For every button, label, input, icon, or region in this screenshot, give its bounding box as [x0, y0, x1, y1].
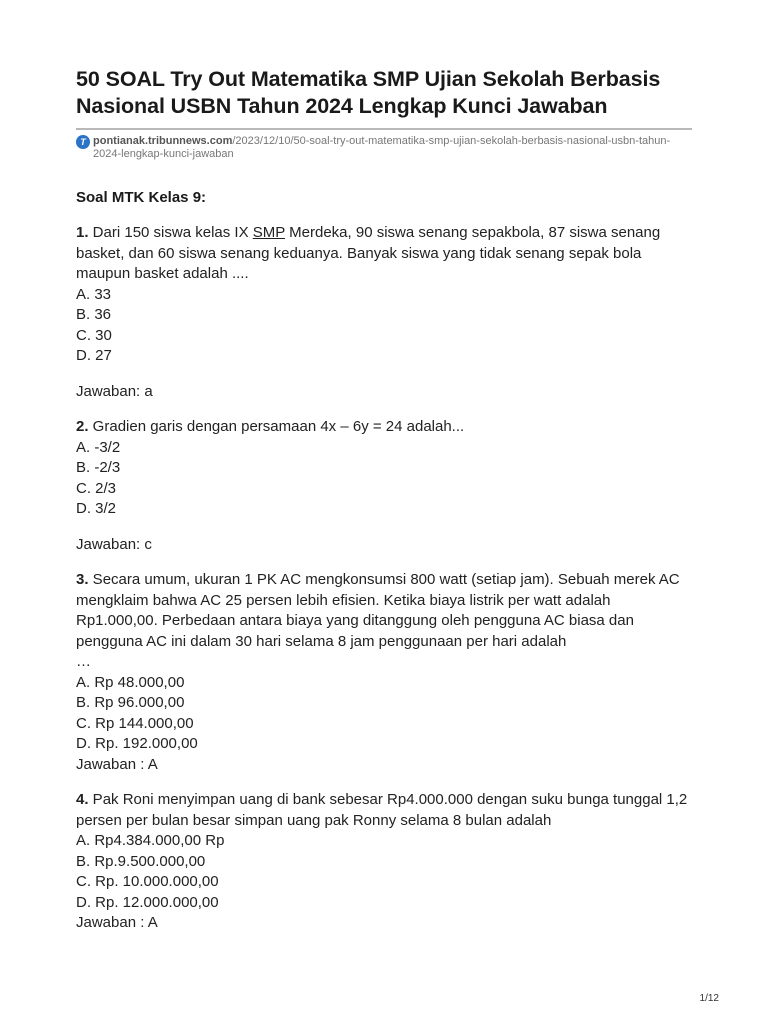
question-3 — [76, 570, 696, 775]
source-path[interactable]: /2023/12/10/50-soal-try-out-matematika-smp-ujian-sekolah-berbasis-nasional-usbn-tahun-2024-lengkap-kunci-jawaban — [93, 135, 671, 160]
option-c: C. Rp. 10.000.000,00 — [76, 873, 219, 890]
question-1 — [76, 223, 696, 367]
question-ellipsis: … — [76, 653, 91, 670]
question-2 — [76, 417, 696, 520]
answer-2: Jawaban: c — [76, 535, 152, 553]
source-host[interactable]: pontianak.tribunnews.com — [93, 135, 233, 147]
question-text: Dari 150 siswa kelas IX — [88, 224, 253, 241]
option-d: D. 3/2 — [76, 500, 117, 517]
answer-1: Jawaban: a — [76, 382, 153, 400]
question-number: 3. — [76, 571, 89, 588]
question-text: Gradien garis dengan persamaan 4x – 6y = 24 adalah... — [88, 418, 465, 435]
title-divider — [76, 128, 692, 130]
option-c: C. 2/3 — [76, 479, 117, 497]
document-page — [76, 66, 696, 934]
question-text: Pak Roni menyimpan uang di bank sebesar Rp4.000.000 dengan suku bunga tunggal 1,2 persen per bulan besar simpan uang pak Ronny selama 8 bulan adalah — [76, 791, 688, 829]
question-number: 1. — [76, 224, 89, 241]
option-a: A. 33 — [76, 285, 112, 303]
question-text: Merdeka, 90 siswa senang sepakbola, 87 siswa senang basket, dan 60 siswa senang keduanya. Banyak siswa yang tidak senang sepak bola maupun basket adalah .... — [76, 224, 661, 282]
section-heading: Soal MTK Kelas 9: — [76, 189, 207, 206]
option-a: A. Rp4.384.000,00 Rp — [76, 832, 225, 849]
question-number: 4. — [76, 791, 89, 808]
option-a: A. Rp 48.000,00 — [76, 673, 185, 691]
smp-link[interactable]: SMP — [252, 224, 285, 241]
option-b: B. 36 — [76, 306, 112, 323]
question-number: 2. — [76, 418, 89, 435]
option-d: D. 27 — [76, 347, 112, 364]
option-b: B. Rp 96.000,00 — [76, 694, 185, 711]
option-a: A. -3/2 — [76, 438, 121, 456]
source-url[interactable] — [76, 135, 696, 161]
option-b: B. -2/3 — [76, 459, 121, 476]
tribun-logo-icon: T — [76, 135, 90, 149]
option-b: B. Rp.9.500.000,00 — [76, 852, 206, 870]
page-title: 50 SOAL Try Out Matematika SMP Ujian Sekolah Berbasis Nasional USBN Tahun 2024 Lengkap Kunci Jawaban — [76, 67, 661, 118]
answer-3: Jawaban : A — [76, 755, 158, 773]
option-d: D. Rp. 192.000,00 — [76, 735, 198, 752]
answer-4: Jawaban : A — [76, 914, 158, 931]
question-4 — [76, 790, 696, 934]
page-indicator: 1/12 — [699, 993, 719, 1004]
option-c: C. 30 — [76, 326, 112, 344]
question-text: Secara umum, ukuran 1 PK AC mengkonsumsi 800 watt (setiap jam). Sebuah merek AC mengklaim bahwa AC 25 persen lebih efisien. Ketika biaya listrik per watt adalah Rp1.000,00. Perbedaan antara biaya yang ditanggung oleh pengguna AC biasa dan pengguna AC ini dalam 30 hari selama 8 jam penggunaan per hari adalah — [76, 571, 680, 650]
option-d: D. Rp. 12.000.000,00 — [76, 893, 219, 911]
option-c: C. Rp 144.000,00 — [76, 714, 194, 732]
